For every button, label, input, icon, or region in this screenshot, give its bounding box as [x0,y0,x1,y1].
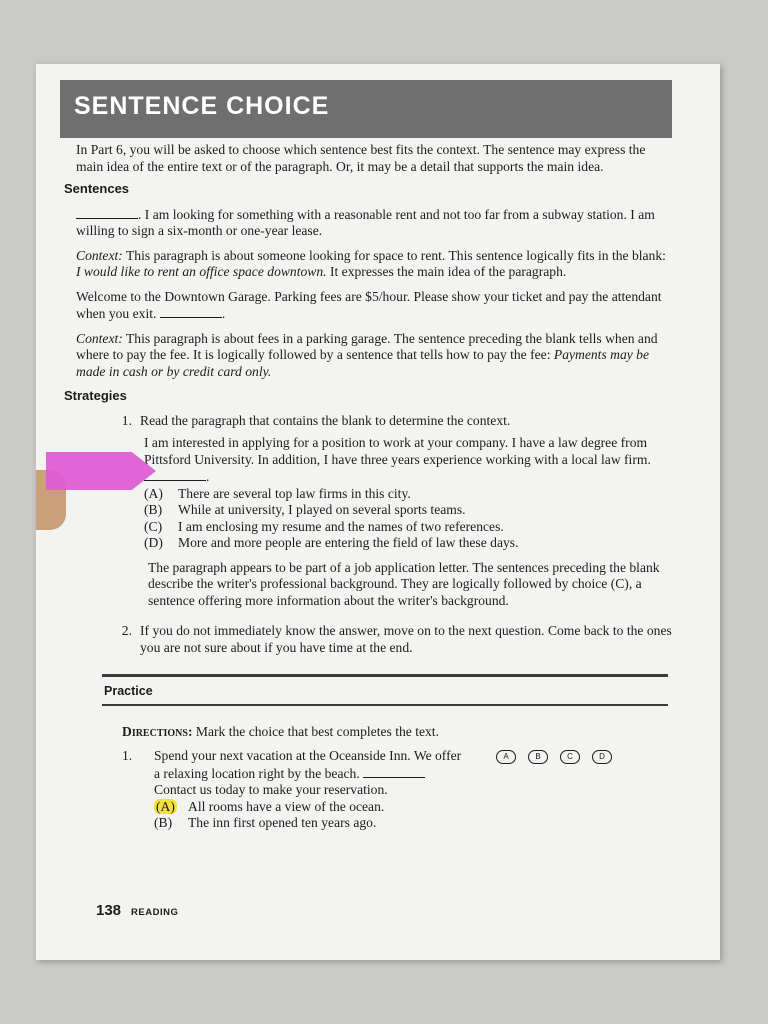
answer-bubble-b[interactable]: B [528,750,548,764]
sentences-heading: Sentences [64,181,130,196]
question-number: 1. [122,748,133,763]
page-title: SENTENCE CHOICE [74,92,330,120]
example-1-context: Context: This paragraph is about someone looking for space to rent. This sentence logically fits in the blank: I would like to rent an office space downtown. It expresses the main idea of the paragraph. [76,247,666,279]
step-text: If you do not immediately know the answer, move on to the next question. Come back to the ones you are not sure about if you have time at the end. [140,623,672,655]
blank-line [76,206,138,219]
intro-paragraph: In Part 6, you will be asked to choose which sentence best fits the context. The sentence may express the main idea of the entire text or of the paragraph. Or, it may be a detail that supports the main idea. [76,142,646,174]
question-choices [154,799,672,832]
page-number: 138 [96,902,122,919]
answer-bubble-d[interactable]: D [592,750,612,764]
answer-bubbles [496,750,612,799]
strategy-example: I am interested in applying for a position to work at your company. I have a law degree from Pittsford University. In addition, I have three years experience working with a local law firm. . [144,435,651,484]
directions: Directions: Mark the choice that best completes the text. [122,723,439,739]
practice-section-bar [102,674,668,706]
practice-heading: Practice [102,677,668,706]
step-number: 1. [121,412,132,428]
example-1-text: . I am looking for something with a reasonable rent and not too far from a subway station. I am willing to sign a six-month or one-year lease. [76,206,655,238]
page-footer [96,902,178,919]
strategies-heading: Strategies [64,388,127,403]
example-2-text: Welcome to the Downtown Garage. Parking fees are $5/hour. Please show your ticket and pay the attendant when you exit. . [76,288,662,321]
choice-b: (B) While at university, I played on several sports teams. [144,502,466,517]
section-banner [60,80,672,138]
blank-line [160,305,222,318]
answer-bubble-a[interactable]: A [496,750,516,764]
step-text: Read the paragraph that contains the blank to determine the context. [140,412,511,428]
example-2-context: Context: This paragraph is about fees in a parking garage. The sentence preceding the blank tells when and where to pay the fee. It is logically followed by a sentence that tells how to pay the fee: Payments may be made in cash or by credit card only. [76,330,658,379]
highlighted-letter: (A) [156,798,175,814]
blank-line [363,765,425,778]
choice-c: (C) I am enclosing my resume and the names of two references. [144,518,504,534]
section-label: READING [131,907,179,918]
strategy-explanation: The paragraph appears to be part of a job application letter. The sentences preceding the blank describe the writer's professional background. They are logically followed by choice (C), a sentence offering more information about the writer's background. [148,559,660,608]
strategy-step-1 [76,413,672,430]
page-content [64,142,672,832]
example-choices [144,486,672,552]
strategy-step-2 [76,623,672,656]
choice-a: (A) There are several top law firms in this city. [144,485,411,501]
choice-d: (D) More and more people are entering the field of law these days. [144,535,519,550]
practice-question-1 [122,748,672,799]
question-choice-b: (B) The inn first opened ten years ago. [154,815,377,830]
question-text: Spend your next vacation at the Oceanside Inn. We offer a relaxing location right by the beach. Contact us today to make your reservation. [154,748,462,797]
step-number: 2. [121,623,132,638]
question-choice-a: (A) All rooms have a view of the ocean. [156,798,385,814]
answer-bubble-c[interactable]: C [560,750,580,764]
